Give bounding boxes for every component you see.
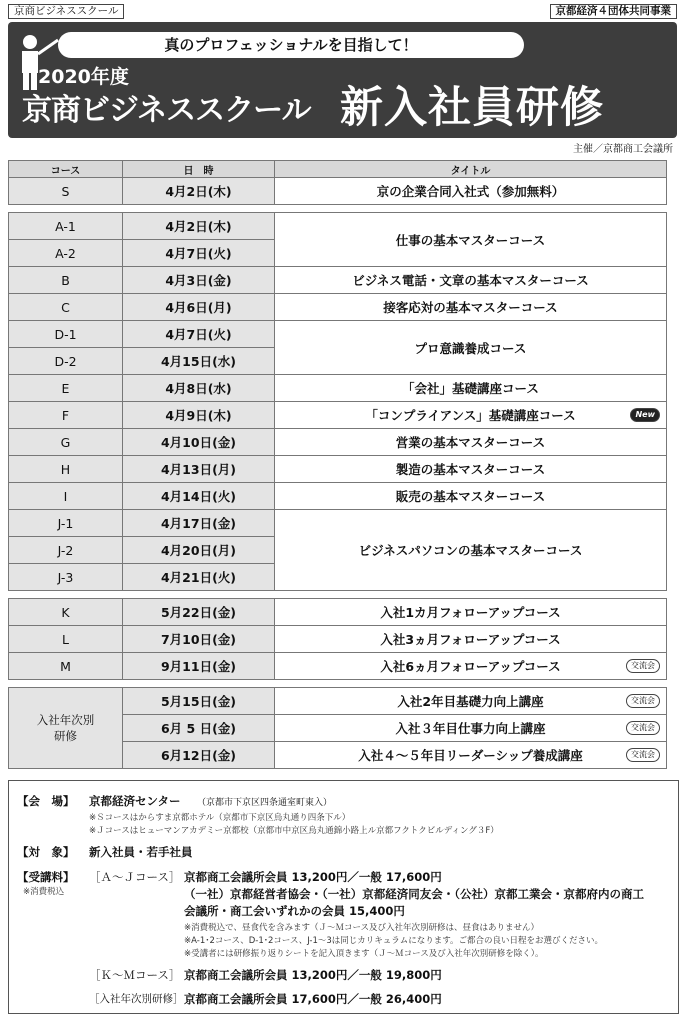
table-row: E 4月8日(水) 「会社」基礎講座コース — [9, 375, 667, 402]
fee-aj: 京都商工会議所会員 13,200円／一般 17,600円 — [184, 870, 442, 884]
venue-note: ※Ｊコースはヒューマンアカデミー京都校（京都市中京区烏丸通錦小路上ル京都フクトクビルディング３F） — [89, 826, 499, 836]
fee-aj-label: ［Ａ～Ｊコース］ — [89, 870, 181, 884]
venue-name: 京都経済センター — [89, 794, 181, 808]
table-row: 6月 5 日(金) 入社３年目仕事力向上講座 交流会 — [9, 715, 667, 742]
table-row: I 4月14日(火) 販売の基本マスターコース — [9, 483, 667, 510]
table-row: 6月12日(金) 入社４～５年目リーダーシップ養成講座 交流会 — [9, 742, 667, 769]
table-row: H 4月13日(月) 製造の基本マスターコース — [9, 456, 667, 483]
table-row: J-3 4月21日(火) — [9, 564, 667, 591]
table-row: S 4月2日(木) 京の企業合同入社式（参加無料） — [9, 178, 667, 205]
table-row: C 4月6日(月) 接客応対の基本マスターコース — [9, 294, 667, 321]
fee-note: ※A-1･2コース、D-1･2コース、J-1～3は同じカリキュラムになります。ご都合の良い日程をお選びください。 — [184, 936, 604, 946]
fee-tax-note: ※消費税込 — [23, 887, 65, 897]
table-row: A-1 4月2日(木) 仕事の基本マスターコース — [9, 213, 667, 240]
fee-note: ※消費税込で、昼食代を含みます（Ｊ～Ｍコース及び入社年次別研修は、昼食はありません） — [184, 923, 540, 933]
schedule-table-yearly — [8, 687, 667, 769]
fee-note: ※受講者には研修振り返りシートを記入頂きます（Ｊ～Ｍコース及び入社年次別研修を除く）。 — [184, 949, 544, 959]
table-row: D-1 4月7日(火) プロ意識養成コース — [9, 321, 667, 348]
schedule-table-april — [8, 212, 667, 591]
networking-badge: 交流会 — [626, 748, 660, 762]
new-badge: New — [630, 408, 660, 422]
table-row: B 4月3日(金) ビジネス電話・文章の基本マスターコース — [9, 267, 667, 294]
yearly-training-label: 入社年次別研修 — [36, 713, 95, 743]
table-row: J-1 4月17日(金) ビジネスパソコンの基本マスターコース — [9, 510, 667, 537]
header-course: コース — [9, 161, 123, 178]
venue-note: ※Ｓコースはからすま京都ホテル（京都市下京区烏丸通り四条下ル） — [89, 813, 351, 823]
target-label: 【対 象】 — [17, 845, 75, 859]
fee-aj-members: （一社）京都経営者協会・（一社）京都経済同友会・（公社）京都工業会・京都府内の商工 — [184, 887, 644, 901]
networking-badge: 交流会 — [626, 659, 660, 673]
table-row: G 4月10日(金) 営業の基本マスターコース — [9, 429, 667, 456]
table-row: K 5月22日(金) 入社1カ月フォローアップコース — [9, 599, 667, 626]
schedule-table-opening — [8, 160, 667, 205]
venue-label: 【会 場】 — [17, 794, 75, 808]
header-title: タイトル — [275, 161, 667, 178]
page-title: 新入社員研修 — [340, 83, 604, 133]
networking-badge: 交流会 — [626, 694, 660, 708]
target-value: 新入社員・若手社員 — [89, 845, 193, 859]
table-row: M 9月11日(金) 入社6ヵ月フォローアップコース 交流会 — [9, 653, 667, 680]
table-row: J-2 4月20日(月) — [9, 537, 667, 564]
table-row: D-2 4月15日(水) — [9, 348, 667, 375]
schedule-table-followup — [8, 598, 667, 680]
table-row: A-2 4月7日(火) — [9, 240, 667, 267]
school-name: 京商ビジネススクール — [22, 93, 311, 128]
title-banner — [8, 22, 677, 138]
fee-label: 【受講料】 — [17, 870, 75, 884]
table-row: 入社年次別研修 5月15日(金) 入社2年目基礎力向上講座 交流会 — [9, 688, 667, 715]
table-row: L 7月10日(金) 入社3ヵ月フォローアップコース — [9, 626, 667, 653]
joint-project-label: 京都経済４団体共同事業 — [550, 4, 678, 19]
fee-year: 京都商工会議所会員 17,600円／一般 26,400円 — [184, 992, 442, 1006]
fee-km-label: ［Ｋ～Ｍコース］ — [89, 968, 181, 982]
header-date: 日 時 — [123, 161, 275, 178]
series-label: 京商ビジネススクール — [8, 4, 124, 19]
sponsor: 主催／京都商工会議所 — [573, 144, 673, 155]
catchphrase: 真のプロフェッショナルを目指して！ — [58, 32, 524, 58]
fee-km: 京都商工会議所会員 13,200円／一般 19,800円 — [184, 968, 442, 982]
networking-badge: 交流会 — [626, 721, 660, 735]
program-year: 2020年度 — [38, 66, 129, 88]
table-row: F 4月9日(木) 「コンプライアンス」基礎講座コース New — [9, 402, 667, 429]
fee-year-label: ［入社年次別研修］ — [89, 993, 184, 1005]
info-box — [8, 780, 679, 1014]
venue-address: （京都市下京区四条通室町東入） — [197, 798, 333, 808]
fee-aj-members: 会議所・商工会いずれかの会員 15,400円 — [184, 904, 405, 918]
